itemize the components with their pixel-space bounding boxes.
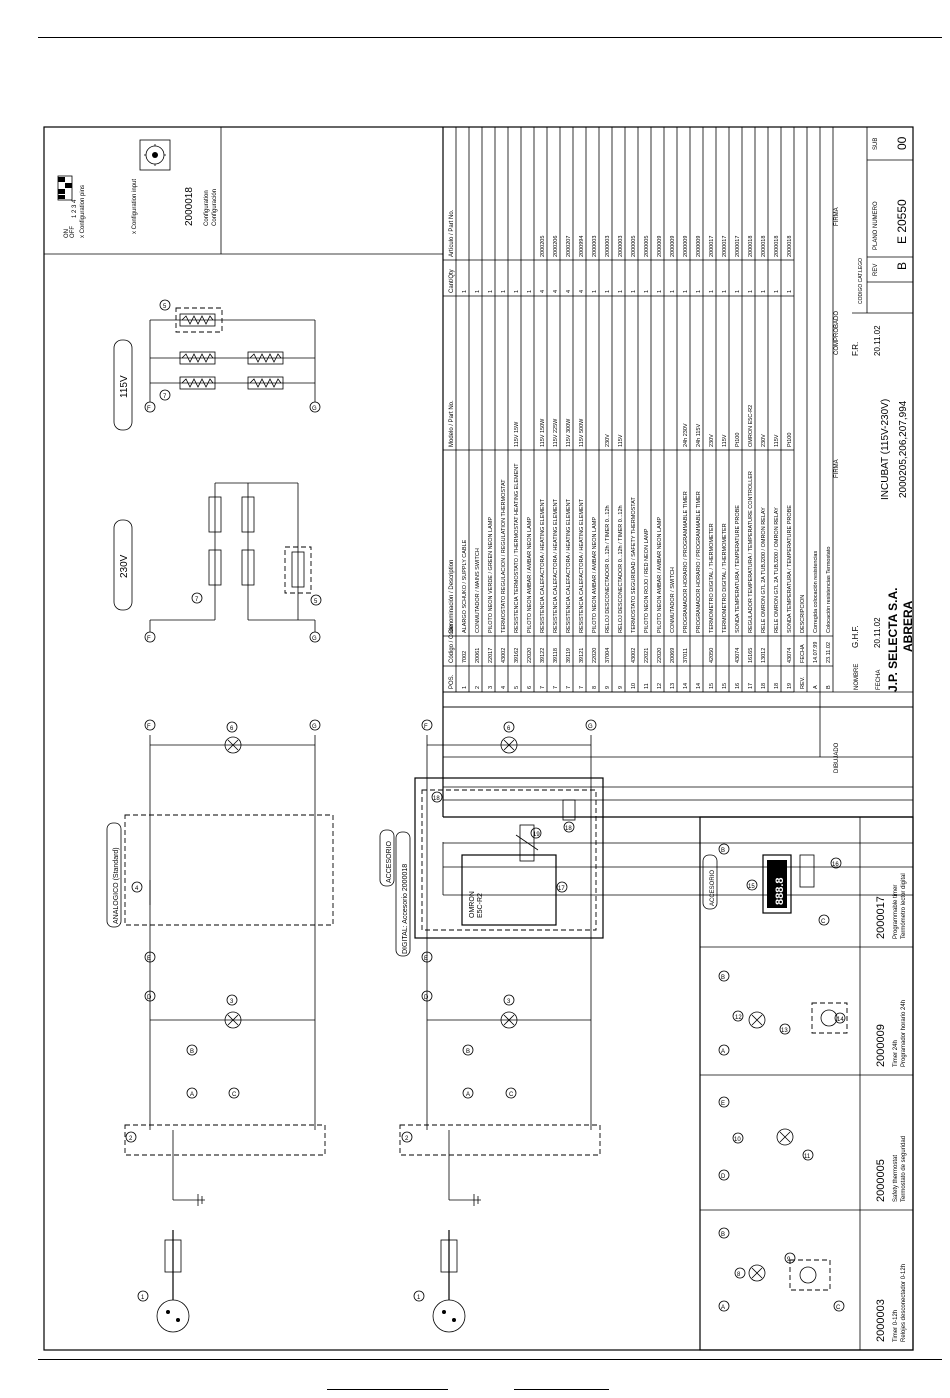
table-cell: 2000018 (748, 235, 754, 257)
config-title-en: Configuration (204, 190, 210, 226)
config-code: 2000018 (184, 187, 195, 226)
table-cell: 1 (774, 289, 780, 293)
drawn-date: 20.11.02 (873, 617, 882, 648)
table-cell: 1 (488, 289, 494, 293)
svg-text:3: 3 (507, 999, 511, 1005)
revision-header: REV. (800, 676, 806, 689)
table-cell: 2000005 (644, 235, 650, 257)
table-cell: 42050 (709, 647, 715, 663)
table-cell: CONMUTADOR / SWITCH (670, 567, 676, 633)
product-name: INCUBAT (115V-230V) (880, 398, 891, 500)
table-cell: 3 (488, 685, 494, 689)
table-cell: 7 (579, 685, 585, 689)
mains-switch-enclosure (125, 1125, 325, 1155)
table-cell: 10 (631, 682, 637, 689)
svg-text:A: A (721, 1305, 726, 1311)
label-sub: SUB (873, 137, 879, 150)
revision-cell: 23.11.02 (826, 641, 832, 663)
table-cell: 1 (501, 289, 507, 293)
parts-table (443, 127, 794, 692)
table-cell: 2000206 (553, 235, 559, 257)
product-models: 2000205,206,207,994 (898, 400, 909, 498)
table-cell: 2000003 (592, 235, 598, 257)
config-off-label: OFF (70, 226, 76, 238)
table-cell: 19 (787, 682, 793, 689)
rotary-selector-icon (140, 140, 170, 170)
schuko-plug-icon (433, 1300, 465, 1332)
label-firma-2: FIRMA (834, 207, 840, 226)
svg-text:13: 13 (781, 1028, 788, 1034)
accessory-label-2: ACCESORIO (710, 869, 716, 906)
svg-text:A: A (721, 1049, 726, 1055)
table-cell: 1 (683, 289, 689, 293)
svg-text:B: B (466, 1049, 471, 1055)
schematic-digital-accessory (380, 720, 603, 1332)
label-plano: PLANO NUMERO (873, 201, 879, 250)
table-cell: 18 (774, 682, 780, 689)
table-cell: 17 (748, 682, 754, 689)
digital-label: DIGITAL: Accesorio 2000018 (402, 863, 409, 954)
label-dibujado: DIBUJADO (834, 742, 840, 773)
table-cell: 1 (644, 289, 650, 293)
table-cell: 2000003 (605, 235, 611, 257)
table-cell: 22020 (527, 647, 533, 663)
table-cell: PROGRAMADOR HORARIO / PROGRAMMABLE TIMER (696, 491, 702, 633)
table-cell: 22017 (488, 647, 494, 663)
table-cell: 39122 (540, 647, 546, 663)
table-cell: 14 (696, 682, 702, 689)
table-cell: 1 (618, 289, 624, 293)
table-cell: 13012 (761, 647, 767, 663)
option-code: 2000009 (875, 1024, 887, 1067)
company-city: ABRERA (901, 600, 915, 652)
svg-text:A: A (190, 1092, 195, 1098)
option-2000005-panel (719, 1097, 813, 1180)
table-cell: REGULADOR TEMPERATURA / TEMPERATURE CONTROLLER (748, 471, 754, 633)
analog-label: ANALOGICO (Standard) (113, 847, 120, 924)
option-captions (875, 873, 907, 1342)
heater-block-230v (114, 483, 321, 642)
analog-thermostat-enclosure (125, 815, 333, 925)
table-cell: RELE OMRON G7L 2A TUBJ200 / OMRON RELAY (761, 507, 767, 633)
table-cell: 7002 (462, 650, 468, 663)
table-cell: 115V 225W (553, 418, 559, 447)
table-header: POS. (449, 674, 455, 689)
option-2000017-panel (703, 844, 841, 925)
table-cell: 24h 230V (683, 423, 689, 447)
table-cell: 2000017 (722, 235, 728, 257)
svg-text:7: 7 (195, 597, 199, 603)
svg-text:15: 15 (748, 884, 755, 890)
heater-block-115v (114, 300, 320, 430)
svg-text:C: C (232, 1092, 237, 1098)
company-name: J.P. SELECTA S.A. (886, 587, 900, 692)
table-cell: 1 (462, 289, 468, 293)
table-cell: 39118 (553, 648, 559, 663)
label-comprobado: COMPROBADO (834, 310, 840, 355)
table-cell: 20061 (475, 647, 481, 663)
svg-text:18: 18 (565, 826, 572, 832)
option-name-en: Timer 0-12h (893, 1309, 899, 1342)
table-cell: 5 (514, 685, 520, 689)
svg-text:G: G (312, 406, 317, 412)
table-cell: RESISTENCIA CALEFACTORA / HEATING ELEMENT (553, 499, 559, 633)
table-cell: 43002 (631, 647, 637, 663)
option-name-en: Programmable timer (893, 884, 899, 939)
table-cell: 1 (592, 289, 598, 293)
svg-text:8: 8 (737, 1272, 741, 1278)
revision-cell: A (813, 685, 819, 689)
table-cell: 2000205 (540, 235, 546, 257)
svg-text:B: B (721, 1232, 726, 1238)
table-cell: Pt100 (787, 432, 793, 447)
table-cell: 1 (709, 289, 715, 293)
table-cell: 1 (657, 289, 663, 293)
svg-text:19: 19 (533, 832, 540, 838)
table-cell: 115V (618, 434, 624, 447)
svg-text:1: 1 (141, 1295, 145, 1301)
option-name-en: Safety thermostat (893, 1154, 899, 1202)
table-cell: 2000994 (579, 235, 585, 257)
table-cell: 2000005 (631, 235, 637, 257)
svg-text:3: 3 (230, 999, 234, 1005)
config-pin-numbers: 1 2 3 4 (72, 199, 78, 218)
rev-value: B (895, 261, 909, 270)
table-cell: Pt100 (735, 432, 741, 447)
table-cell: 43002 (501, 647, 507, 663)
table-cell: 2000018 (761, 235, 767, 257)
table-cell: 18 (761, 682, 767, 689)
svg-text:7: 7 (163, 394, 167, 400)
schematic-analog-standard (107, 720, 333, 1332)
table-cell: 43074 (735, 647, 741, 663)
svg-text:10: 10 (734, 1137, 741, 1143)
svg-text:16: 16 (832, 862, 839, 868)
table-cell: 15 (709, 682, 715, 689)
table-cell: TERMOMETRO DIGITAL / THERMOMETER (709, 523, 715, 633)
accessory-label: ACCESORIO (386, 840, 393, 883)
svg-text:F: F (424, 724, 428, 730)
table-cell: 2000018 (787, 235, 793, 257)
table-cell: RELE OMRON G7L 2A TUBJ200 / OMRON RELAY (774, 507, 780, 633)
svg-text:B: B (190, 1049, 195, 1055)
table-cell: 2000207 (566, 235, 572, 257)
table-cell: 22020 (657, 647, 663, 663)
svg-text:E: E (721, 1101, 726, 1107)
table-cell: 1 (722, 289, 728, 293)
table-cell: 1 (605, 289, 611, 293)
table-cell: 2000009 (683, 235, 689, 257)
table-cell: 230V (709, 434, 715, 447)
table-cell: 115V (774, 434, 780, 447)
schuko-plug-icon (157, 1300, 189, 1332)
table-cell: 1 (670, 289, 676, 293)
option-code: 2000005 (875, 1159, 887, 1202)
label-rev: REV (873, 263, 879, 276)
table-cell: 39162 (514, 647, 520, 663)
table-cell: 2000003 (618, 235, 624, 257)
table-cell: 9 (605, 685, 611, 689)
svg-text:E: E (147, 956, 152, 962)
table-cell: RESISTENCIA CALEFACTORA / HEATING ELEMENT (579, 499, 585, 633)
table-cell: 37011 (683, 648, 689, 663)
table-cell: 14 (683, 682, 689, 689)
table-cell: 15 (722, 682, 728, 689)
table-cell: 7 (566, 685, 572, 689)
drawn-by: G.H.F. (851, 625, 860, 648)
table-cell: PILOTO NEON AMBAR / AMBAR NEON LAMP (527, 516, 533, 633)
table-cell: 2000009 (696, 235, 702, 257)
table-cell: 13 (670, 682, 676, 689)
table-cell: TERMOMETRO DIGITAL / THERMOMETER (722, 523, 728, 633)
table-header: Denominación / Description (449, 559, 455, 633)
table-cell: 4 (501, 685, 507, 689)
table-cell: PROGRAMADOR HORARIO / PROGRAMMABLE TIMER (683, 491, 689, 633)
table-cell: 115V (722, 434, 728, 447)
svg-text:2: 2 (129, 1136, 133, 1142)
table-cell: 9 (618, 685, 624, 689)
table-cell: 8 (592, 685, 598, 689)
svg-text:14: 14 (837, 1017, 844, 1023)
table-cell: 12 (657, 682, 663, 689)
revision-cell: Corregida colocación resistencias (813, 550, 819, 633)
sub-number: 00 (895, 136, 909, 150)
table-header: Artículo / Part No. (449, 209, 455, 257)
revision-cell: Colocación resistencias Termostato (826, 546, 832, 633)
table-header: Código / Code (449, 624, 455, 663)
option-name-es: Termostato de seguridad (901, 1135, 907, 1202)
revision-header: DESCRIPCION (800, 594, 806, 633)
table-cell: 22021 (644, 647, 650, 663)
table-cell: 43074 (787, 647, 793, 663)
thermometer-display: 888.8 (774, 877, 786, 905)
svg-text:G: G (312, 636, 317, 642)
option-panels (700, 817, 913, 1350)
table-cell: 4 (553, 289, 559, 293)
svg-text:D: D (424, 995, 429, 1001)
checked-date: 20.11.02 (873, 325, 882, 356)
checked-by: F.R. (851, 341, 860, 356)
table-cell: PILOTO NEON AMBAR / AMBAR NEON LAMP (657, 516, 663, 633)
table-cell: 4 (540, 289, 546, 293)
table-cell: 24h 115V (696, 423, 702, 447)
revision-cell: B (826, 685, 832, 689)
svg-text:F: F (147, 636, 151, 642)
table-header: Cant/Qty (449, 269, 455, 293)
configuration-box (58, 140, 218, 238)
table-cell: 1 (514, 289, 520, 293)
mains-switch-enclosure (400, 1125, 600, 1155)
option-2000009-panel (719, 971, 847, 1055)
option-name-es: Relojes desconectador 0-12h (901, 1263, 907, 1342)
table-cell: 16 (735, 682, 741, 689)
table-cell: 2 (475, 685, 481, 689)
config-title-es: Configuración (212, 188, 218, 226)
config-input-label: x Configuration input (132, 178, 138, 234)
label-firma: FIRMA (834, 459, 840, 478)
option-code: 2000003 (875, 1299, 887, 1342)
svg-text:6: 6 (230, 726, 234, 732)
table-cell: 2000018 (774, 235, 780, 257)
svg-text:4: 4 (135, 886, 139, 892)
table-cell: 37004 (605, 647, 611, 663)
svg-text:B: B (721, 848, 726, 854)
timer-motor-icon (821, 1010, 837, 1026)
table-cell: 1 (748, 289, 754, 293)
dip-switch-icon (58, 176, 72, 200)
revision-cell: 14.07.99 (813, 641, 819, 663)
svg-text:6: 6 (507, 726, 511, 732)
table-cell: PILOTO NEON AMBAR / AMBAR NEON LAMP (592, 516, 598, 633)
table-cell: 1 (696, 289, 702, 293)
svg-text:5: 5 (314, 599, 318, 605)
temperature-probe-icon (800, 855, 814, 887)
table-cell: 16165 (748, 647, 754, 663)
svg-text:D: D (147, 995, 152, 1001)
table-cell: 230V (605, 434, 611, 447)
svg-text:9: 9 (787, 1257, 791, 1263)
table-cell: 2000009 (657, 235, 663, 257)
table-cell: TERMOSTATO REGULACION / REGULATION THERMOSTAT (501, 479, 507, 633)
omron-name: OMRON (469, 891, 476, 918)
table-cell: 39121 (579, 647, 585, 663)
table-cell: PILOTO NEON ROJO / RED NEON LAMP (644, 528, 650, 633)
svg-text:C: C (509, 1092, 514, 1098)
svg-text:C: C (821, 919, 826, 925)
table-cell: SONDA TEMPERATURA / TEMPERATURE PROBE (787, 505, 793, 633)
table-cell: 11 (644, 683, 650, 689)
table-header: Modelo / Part No. (449, 400, 455, 447)
plano-number: E 20550 (895, 199, 909, 244)
svg-text:5: 5 (163, 304, 167, 310)
option-code: 2000017 (875, 896, 887, 939)
svg-text:F: F (147, 724, 151, 730)
table-cell: 4 (566, 289, 572, 293)
table-cell: RESISTENCIA TERMOSTATO / THERMOSTAT HEATING ELEMENT (514, 463, 520, 633)
table-cell: 22020 (592, 647, 598, 663)
table-cell: 6 (527, 685, 533, 689)
table-cell: PILOTO NEON VERDE / GREEN NEON LAMP (488, 516, 494, 633)
svg-text:F: F (147, 406, 151, 412)
label-115v: 115V (119, 375, 130, 398)
svg-text:C: C (836, 1305, 841, 1311)
svg-text:18: 18 (433, 796, 440, 802)
table-cell: 1 (631, 289, 637, 293)
table-cell: TERMOSTATO SEGURIDAD / SAFETY THERMOSTAT (631, 497, 637, 633)
option-name-es: Programador horario 24h (901, 999, 907, 1067)
svg-text:G: G (312, 724, 317, 730)
table-cell: RESISTENCIA CALEFACTORA / HEATING ELEMENT (540, 499, 546, 633)
svg-text:1: 1 (417, 1295, 421, 1301)
label-nombre: NOMBRE (854, 663, 860, 690)
svg-text:D: D (721, 1174, 726, 1180)
table-cell: 1 (787, 289, 793, 293)
svg-text:E: E (424, 956, 429, 962)
table-cell: 1 (462, 685, 468, 689)
svg-text:2: 2 (405, 1136, 409, 1142)
table-cell: 39119 (566, 648, 572, 663)
table-cell: 20069 (670, 647, 676, 663)
config-on-label: ON (64, 229, 70, 238)
table-cell: 1 (527, 289, 533, 293)
table-cell: 4 (579, 289, 585, 293)
table-cell: 115V 15W (514, 421, 520, 447)
table-cell: 115V 150W (540, 418, 546, 447)
table-cell: ALARGO SCHUKO / SUPPLY CABLE (462, 539, 468, 633)
table-cell: RELOJ DESCONECTADOR 0...12h / TIMER 0...12h (605, 505, 611, 633)
table-cell: 2000017 (709, 235, 715, 257)
svg-text:G: G (588, 724, 593, 730)
table-cell: 1 (735, 289, 741, 293)
table-cell: OMRON E5C-R2 (748, 404, 754, 447)
table-cell: 115V 500W (579, 418, 585, 447)
table-cell: 1 (475, 289, 481, 293)
omron-model: E5C-R2 (477, 893, 484, 918)
table-cell: 230V (761, 434, 767, 447)
table-cell: 2000017 (735, 235, 741, 257)
svg-text:B: B (721, 975, 726, 981)
svg-text:12: 12 (735, 1015, 742, 1021)
label-230v: 230V (119, 554, 130, 578)
option-name-es: Termómetro lector digital (901, 873, 907, 939)
table-cell: SONDA TEMPERATURA / TEMPERATURE PROBE (735, 505, 741, 633)
revision-header: FECHA (800, 644, 806, 663)
label-fecha: FECHA (876, 669, 882, 690)
svg-text:11: 11 (804, 1154, 811, 1160)
table-cell: 7 (540, 685, 546, 689)
table-cell: RELOJ DESCONECTADOR 0...12h / TIMER 0...12h (618, 505, 624, 633)
svg-text:A: A (466, 1092, 471, 1098)
svg-text:17: 17 (558, 886, 565, 892)
option-name-en: Timer 24h (893, 1040, 899, 1067)
config-pins-label: x Configuration pins (80, 184, 86, 238)
option-2000003-panel (719, 1228, 844, 1311)
table-cell: 7 (553, 685, 559, 689)
timer-motor-icon (800, 1267, 816, 1283)
revision-table (794, 127, 833, 692)
label-codigo: CODIGO CAT.LEGO (858, 257, 864, 304)
table-cell: 115V 300W (566, 418, 572, 447)
drawing-frame (44, 127, 913, 1350)
table-cell: 1 (761, 289, 767, 293)
table-cell: 2000009 (670, 235, 676, 257)
table-cell: RESISTENCIA CALEFACTORA / HEATING ELEMENT (566, 499, 572, 633)
table-cell: CONMUTADOR / MAINS SWITCH (475, 548, 481, 633)
